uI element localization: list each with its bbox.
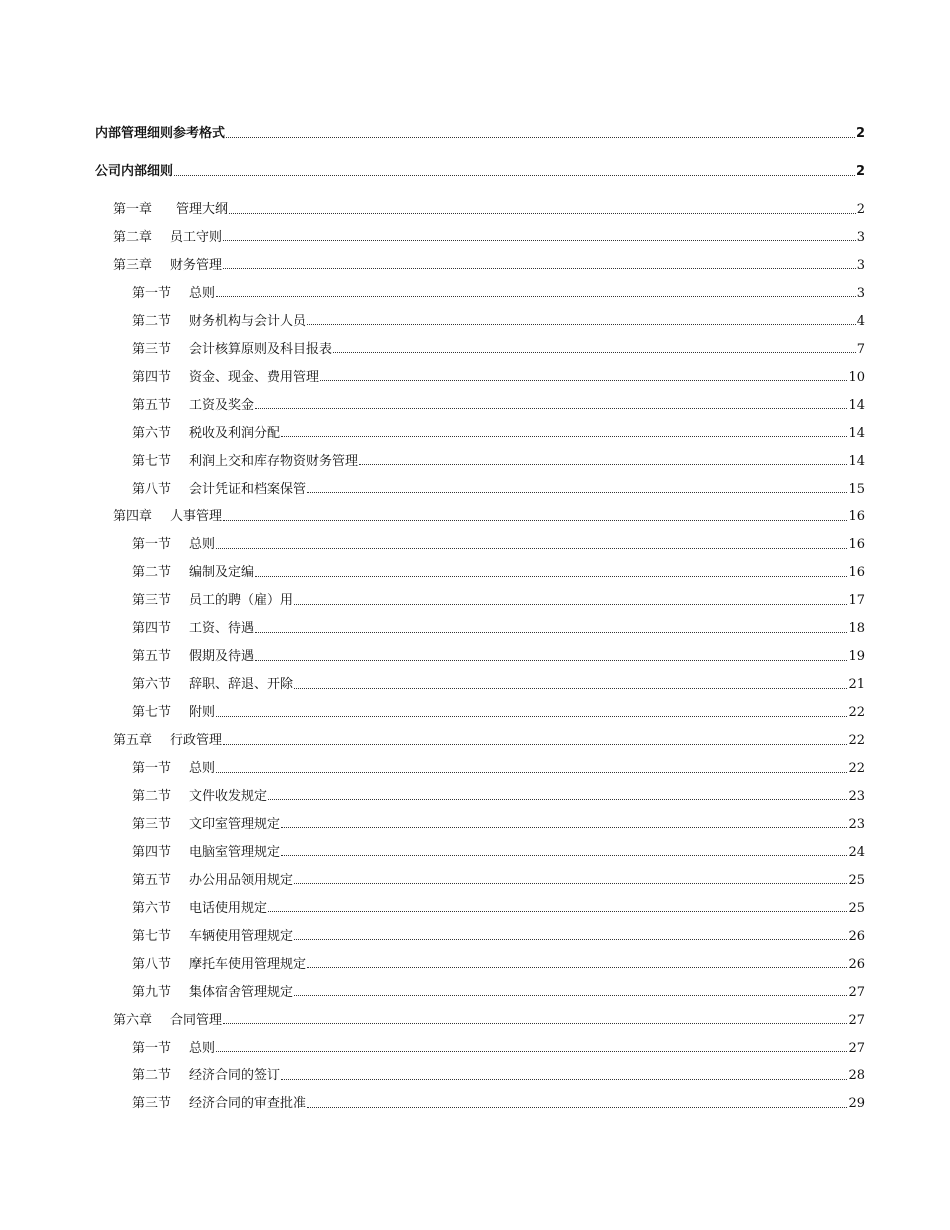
toc-page-number: 27 (848, 984, 865, 1000)
toc-entry[interactable] (132, 701, 865, 721)
toc-entry[interactable] (132, 422, 865, 442)
toc-entry-label (132, 533, 215, 552)
toc-entry-number: 第六章 (113, 1012, 153, 1028)
toc-entry[interactable] (132, 813, 865, 833)
toc-entry-number: 第二节 (132, 1068, 172, 1084)
toc-entry-title: 工资及奖金 (189, 397, 255, 413)
toc-entry-title: 合同管理 (170, 1012, 223, 1028)
toc-entry[interactable] (132, 897, 865, 917)
toc-entry-number: 第三节 (132, 593, 172, 609)
toc-dot-leader (333, 352, 856, 353)
toc-dot-leader (281, 855, 847, 856)
toc-entry-title: 公司内部细则 (95, 164, 174, 179)
toc-entry-label (132, 617, 254, 636)
toc-entry-label (132, 673, 293, 692)
toc-entry-title: 电话使用规定 (189, 900, 268, 916)
toc-entry-label (113, 254, 222, 273)
toc-entry[interactable] (132, 1092, 865, 1112)
toc-entry-label (132, 366, 319, 385)
toc-dot-leader (268, 799, 847, 800)
toc-entry-label (132, 785, 267, 804)
toc-entry-title: 内部管理细则参考格式 (95, 126, 226, 141)
toc-entry-title: 办公用品领用规定 (189, 872, 294, 888)
toc-dot-leader (216, 772, 847, 773)
toc-page-number: 14 (848, 397, 865, 413)
toc-page-number: 2 (855, 126, 865, 141)
toc-entry[interactable] (132, 310, 865, 330)
toc-dot-leader (255, 632, 847, 633)
toc-page-number: 23 (848, 816, 865, 832)
toc-entry[interactable] (132, 394, 865, 414)
toc-page-number: 3 (856, 285, 865, 301)
toc-entry[interactable] (132, 1037, 865, 1057)
toc-entry-title: 附则 (189, 705, 216, 721)
toc-entry-label (95, 122, 225, 141)
toc-entry-number: 第二章 (113, 229, 153, 245)
toc-entry-label (132, 701, 215, 720)
toc-page-number: 28 (848, 1068, 865, 1084)
toc-entry-label (132, 561, 254, 580)
toc-entry-label (132, 1092, 306, 1111)
toc-entry[interactable] (132, 673, 865, 693)
toc-entry-title: 电脑室管理规定 (189, 844, 281, 860)
toc-dot-leader (223, 744, 847, 745)
toc-dot-leader (281, 1079, 847, 1080)
toc-entry-number: 第五章 (113, 733, 153, 749)
toc-dot-leader (307, 492, 847, 493)
toc-entry-label (132, 925, 293, 944)
toc-page-number: 24 (848, 844, 865, 860)
toc-entry-number: 第三章 (113, 257, 153, 273)
toc-entry[interactable] (132, 617, 865, 637)
toc-entry[interactable] (113, 1009, 865, 1029)
toc-entry-number: 第一节 (132, 537, 172, 553)
toc-dot-leader (294, 604, 847, 605)
toc-dot-leader (223, 520, 847, 521)
toc-entry-number: 第八节 (132, 956, 172, 972)
toc-dot-leader (174, 175, 855, 176)
toc-entry-label (113, 505, 222, 524)
toc-entry-number: 第三节 (132, 816, 172, 832)
toc-page-number: 26 (848, 928, 865, 944)
toc-entry-number: 第六节 (132, 677, 172, 693)
toc-entry-title: 管理大纲 (176, 202, 229, 217)
toc-entry[interactable] (132, 869, 865, 889)
toc-entry-number: 第九节 (132, 984, 172, 1000)
toc-entry-label (132, 897, 267, 916)
toc-entry-label (132, 1064, 280, 1083)
toc-entry-label (132, 1037, 215, 1056)
toc-dot-leader (294, 688, 847, 689)
toc-dot-leader (307, 324, 856, 325)
toc-entry-number: 第四章 (113, 509, 153, 525)
toc-page-number: 26 (848, 956, 865, 972)
toc-entry-number: 第三节 (132, 1096, 172, 1112)
toc-entry-number: 第四节 (132, 844, 172, 860)
toc-entry-label (132, 645, 254, 664)
toc-entry-title: 总则 (189, 285, 216, 301)
toc-page-number: 18 (848, 621, 865, 637)
toc-dot-leader (223, 240, 856, 241)
toc-entry-title: 总则 (189, 761, 216, 776)
toc-dot-leader (255, 576, 847, 577)
toc-entry-label (113, 1009, 222, 1028)
toc-entry-title: 集体宿舍管理规定 (189, 984, 294, 1000)
toc-entry[interactable] (132, 1064, 865, 1084)
toc-page-number: 22 (848, 761, 865, 776)
toc-page-number: 21 (848, 677, 865, 693)
toc-dot-leader (294, 883, 847, 884)
toc-entry-label (132, 282, 215, 301)
toc-entry-label (132, 478, 306, 497)
toc-entry-label (132, 589, 293, 608)
toc-dot-leader (229, 213, 856, 214)
toc-entry-number: 第七节 (132, 705, 172, 721)
toc-entry[interactable] (132, 561, 865, 581)
toc-entry-label (132, 422, 280, 441)
toc-entry-number: 第五节 (132, 397, 172, 413)
toc-dot-leader (216, 1051, 847, 1052)
toc-entry-title: 人事管理 (170, 509, 223, 525)
toc-entry[interactable] (132, 450, 865, 470)
toc-page-number: 25 (848, 900, 865, 916)
toc-entry[interactable] (132, 589, 865, 609)
toc-dot-leader (281, 827, 847, 828)
toc-dot-leader (294, 995, 847, 996)
toc-entry-label (113, 226, 222, 245)
toc-dot-leader (255, 660, 847, 661)
toc-dot-leader (294, 939, 847, 940)
toc-entry-title: 会计核算原则及科目报表 (189, 341, 333, 357)
toc-entry-title: 税收及利润分配 (189, 425, 281, 441)
toc-dot-leader (307, 967, 847, 968)
toc-entry-label (132, 981, 293, 1000)
toc-page-number: 29 (848, 1096, 865, 1112)
toc-entry[interactable] (95, 160, 865, 180)
toc-entry[interactable] (132, 478, 865, 498)
toc-entry-number: 第四节 (132, 621, 172, 637)
toc-entry-number: 第六节 (132, 425, 172, 441)
toc-entry[interactable] (132, 757, 865, 777)
toc-dot-leader (281, 436, 847, 437)
toc-dot-leader (216, 548, 847, 549)
toc-dot-leader (255, 408, 847, 409)
toc-entry-title: 总则 (189, 1040, 216, 1056)
toc-entry-title: 经济合同的签订 (189, 1068, 281, 1084)
toc-entry[interactable] (132, 953, 865, 973)
toc-dot-leader (226, 137, 855, 138)
toc-entry-number: 第二节 (132, 565, 172, 581)
toc-dot-leader (307, 1107, 847, 1108)
toc-entry-label (132, 450, 358, 469)
toc-entry-title: 行政管理 (170, 733, 223, 749)
toc-entry[interactable] (132, 645, 865, 665)
toc-page-number: 14 (848, 453, 865, 469)
toc-entry-title: 摩托车使用管理规定 (189, 956, 307, 972)
toc-entry-title: 编制及定编 (189, 565, 255, 581)
toc-entry-title: 文印室管理规定 (189, 816, 281, 832)
toc-dot-leader (359, 464, 847, 465)
toc-dot-leader (320, 380, 847, 381)
toc-page-number: 2 (856, 202, 865, 217)
toc-entry-title: 财务管理 (170, 257, 223, 273)
toc-entry-label (113, 729, 222, 748)
toc-entry[interactable] (132, 981, 865, 1001)
toc-entry-title: 财务机构与会计人员 (189, 313, 307, 329)
toc-entry-title: 工资、待遇 (189, 621, 255, 637)
toc-entry-number: 第五节 (132, 649, 172, 665)
toc-entry[interactable] (113, 226, 865, 246)
toc-entry-number: 第一章 (113, 202, 153, 217)
toc-entry-label (113, 198, 228, 217)
toc-page-number: 27 (848, 1040, 865, 1056)
toc-entry-number: 第四节 (132, 369, 172, 385)
toc-entry-number: 第三节 (132, 341, 172, 357)
toc-page-number: 7 (856, 341, 865, 357)
toc-entry[interactable] (113, 198, 865, 218)
toc-entry-number: 第八节 (132, 481, 172, 497)
toc-page-number: 2 (855, 164, 865, 179)
toc-entry[interactable] (113, 254, 865, 274)
toc-entry[interactable] (132, 282, 865, 302)
toc-entry[interactable] (113, 729, 865, 749)
toc-page-number: 22 (848, 733, 865, 749)
toc-entry-number: 第一节 (132, 1040, 172, 1056)
toc-dot-leader (223, 1023, 847, 1024)
toc-page-number: 14 (848, 425, 865, 441)
toc-entry-title: 利润上交和库存物资财务管理 (189, 453, 359, 469)
toc-entry-number: 第一节 (132, 761, 172, 776)
toc-entry-number: 第七节 (132, 453, 172, 469)
toc-entry-number: 第二节 (132, 313, 172, 329)
toc-dot-leader (216, 716, 847, 717)
toc-entry[interactable] (132, 338, 865, 358)
toc-entry[interactable] (132, 533, 865, 553)
toc-page-number: 19 (848, 649, 865, 665)
toc-entry[interactable] (113, 505, 865, 525)
toc-dot-leader (223, 268, 856, 269)
toc-entry-label (132, 310, 306, 329)
toc-entry-title: 假期及待遇 (189, 649, 255, 665)
toc-page-number: 15 (848, 481, 865, 497)
toc-page-number: 16 (848, 565, 865, 581)
toc-entry-title: 车辆使用管理规定 (189, 928, 294, 944)
toc-page-number: 25 (848, 872, 865, 888)
toc-page-number: 16 (848, 509, 865, 525)
toc-entry-label (132, 338, 332, 357)
toc-dot-leader (268, 911, 847, 912)
toc-entry-label (95, 160, 173, 179)
toc-entry[interactable] (132, 785, 865, 805)
toc-dot-leader (216, 296, 856, 297)
toc-entry-number: 第一节 (132, 285, 172, 301)
toc-entry-label (132, 394, 254, 413)
toc-entry-number: 第六节 (132, 900, 172, 916)
toc-entry-title: 总则 (189, 537, 216, 553)
toc-entry-title: 会计凭证和档案保管 (189, 481, 307, 497)
toc-entry-number: 第七节 (132, 928, 172, 944)
toc-entry-title: 经济合同的审查批准 (189, 1096, 307, 1112)
toc-entry-label (132, 869, 293, 888)
toc-entry-label (132, 813, 280, 832)
toc-entry-label (132, 757, 215, 776)
toc-entry-number: 第五节 (132, 872, 172, 888)
toc-page-number: 17 (848, 593, 865, 609)
toc-page-number: 23 (848, 788, 865, 804)
toc-page-number: 4 (856, 313, 865, 329)
toc-entry-title: 资金、现金、费用管理 (189, 369, 320, 385)
toc-entry-title: 员工守则 (170, 229, 223, 245)
toc-entry-title: 员工的聘（雇）用 (189, 593, 294, 609)
toc-entry-label (132, 953, 306, 972)
toc-page-number: 27 (848, 1012, 865, 1028)
toc-entry[interactable] (95, 122, 865, 142)
toc-entry-title: 辞职、辞退、开除 (189, 677, 294, 693)
toc-entry[interactable] (132, 841, 865, 861)
toc-page-number: 22 (848, 705, 865, 721)
toc-entry[interactable] (132, 925, 865, 945)
toc-page-number: 16 (848, 537, 865, 553)
toc-entry-number: 第二节 (132, 788, 172, 804)
toc-entry-label (132, 841, 280, 860)
toc-entry[interactable] (132, 366, 865, 386)
toc-page-number: 3 (856, 257, 865, 273)
toc-page-number: 3 (856, 229, 865, 245)
toc-entry-title: 文件收发规定 (189, 788, 268, 804)
toc-page-number: 10 (848, 369, 865, 385)
